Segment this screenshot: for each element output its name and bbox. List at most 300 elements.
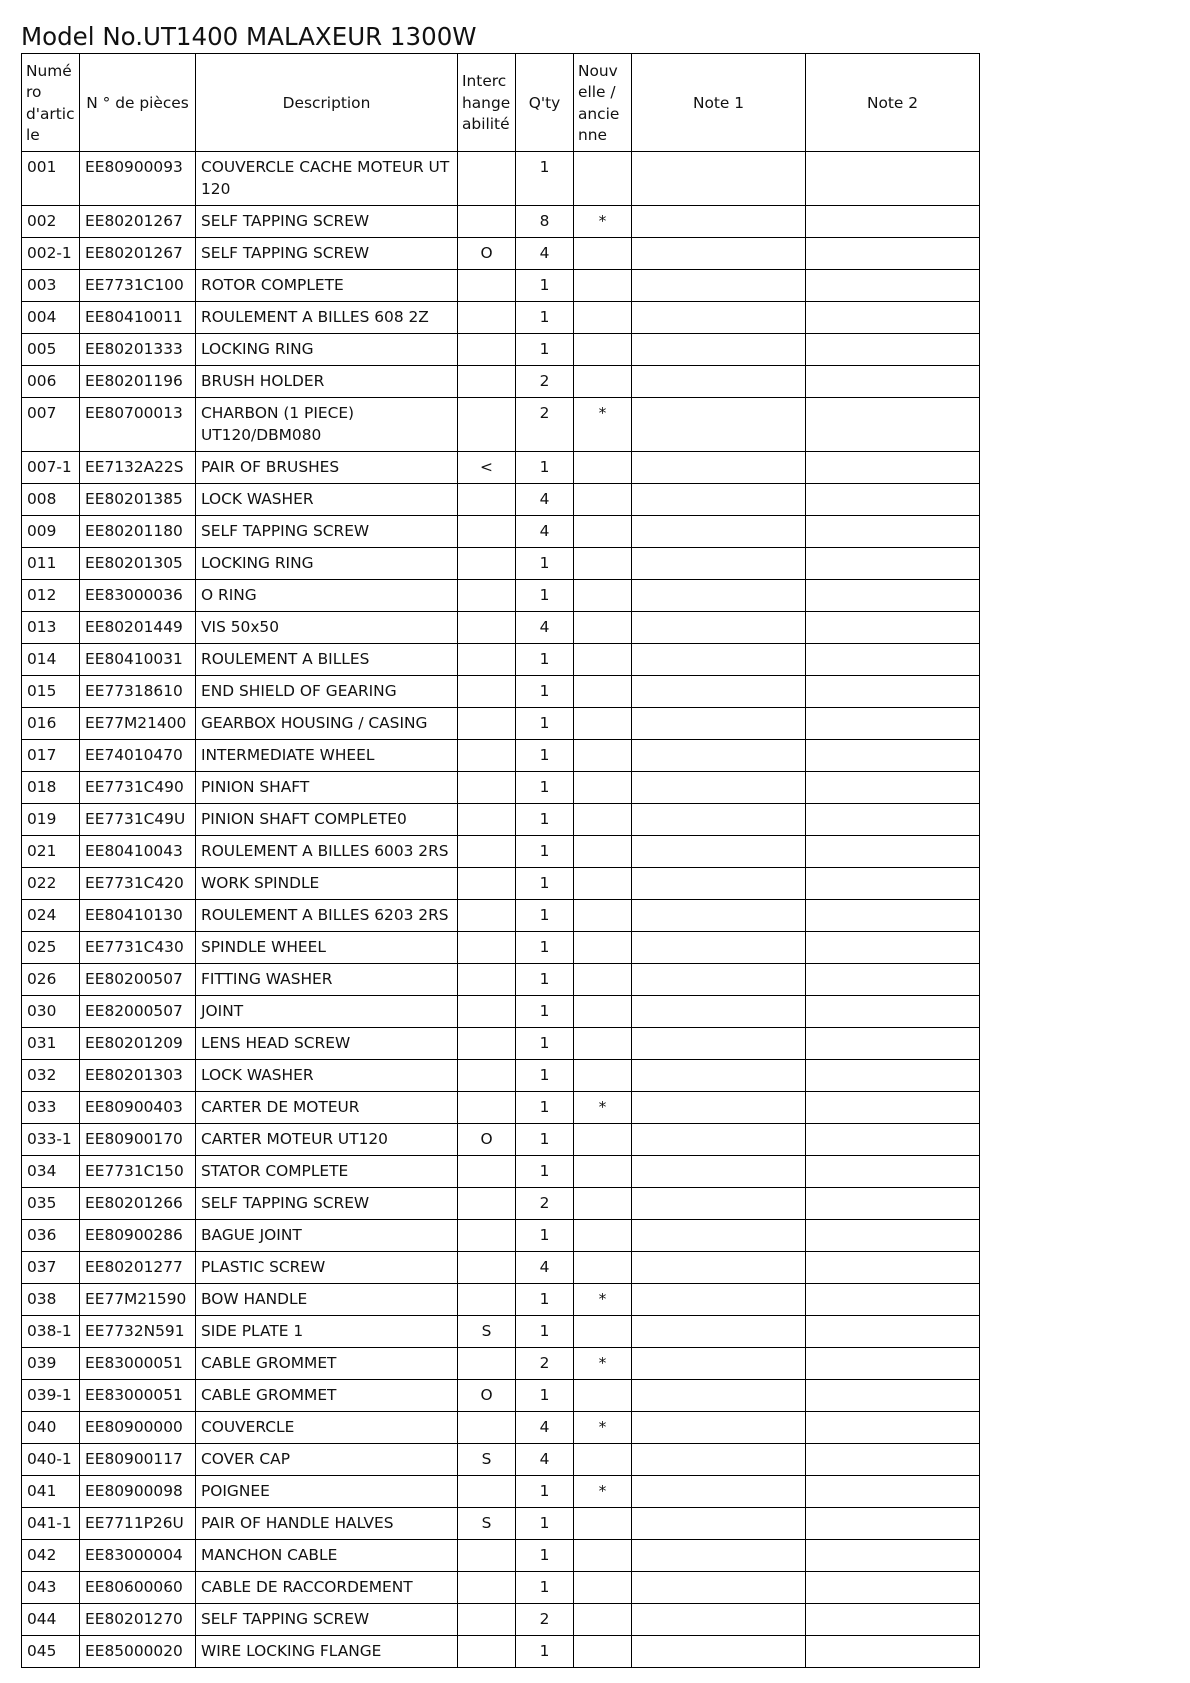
cell-interchangeability [458,836,516,868]
cell-interchangeability [458,868,516,900]
cell-note-1 [632,1444,806,1476]
table-row [22,452,980,484]
table-row [22,548,980,580]
cell-interchangeability [458,740,516,772]
cell-description: CABLE GROMMET [196,1348,458,1380]
cell-qty: 4 [516,484,574,516]
cell-note-1 [632,516,806,548]
cell-qty: 4 [516,516,574,548]
cell-item-no: 022 [22,868,80,900]
cell-new-old [574,1508,632,1540]
cell-note-2 [806,1444,980,1476]
cell-note-2 [806,932,980,964]
cell-qty: 1 [516,804,574,836]
table-row [22,900,980,932]
cell-interchangeability [458,1476,516,1508]
cell-note-1 [632,612,806,644]
cell-item-no: 024 [22,900,80,932]
table-header-row [22,54,980,152]
table-row [22,1092,980,1124]
table-row [22,238,980,270]
table-row [22,1412,980,1444]
table-row [22,152,980,206]
cell-qty: 1 [516,1028,574,1060]
cell-note-1 [632,932,806,964]
cell-item-no: 025 [22,932,80,964]
cell-item-no: 019 [22,804,80,836]
cell-note-2 [806,676,980,708]
cell-part-no: EE80700013 [80,398,196,452]
cell-note-1 [632,676,806,708]
table-row [22,398,980,452]
cell-interchangeability [458,772,516,804]
cell-new-old [574,452,632,484]
cell-note-1 [632,452,806,484]
parts-table-body [22,152,980,1668]
cell-description: SELF TAPPING SCREW [196,238,458,270]
cell-item-no: 014 [22,644,80,676]
table-row [22,1188,980,1220]
cell-part-no: EE80900286 [80,1220,196,1252]
cell-part-no: EE85000020 [80,1636,196,1668]
cell-qty: 1 [516,1060,574,1092]
cell-item-no: 040-1 [22,1444,80,1476]
cell-note-2 [806,206,980,238]
cell-qty: 4 [516,238,574,270]
cell-item-no: 030 [22,996,80,1028]
cell-note-1 [632,1316,806,1348]
cell-new-old [574,238,632,270]
cell-qty: 4 [516,1444,574,1476]
cell-interchangeability [458,516,516,548]
cell-qty: 2 [516,1604,574,1636]
parts-table [21,53,980,1668]
cell-part-no: EE82000507 [80,996,196,1028]
cell-qty: 1 [516,772,574,804]
cell-note-1 [632,868,806,900]
cell-description: VIS 50x50 [196,612,458,644]
cell-note-2 [806,366,980,398]
cell-new-old [574,1028,632,1060]
cell-qty: 1 [516,334,574,366]
cell-new-old: * [574,206,632,238]
cell-description: ROULEMENT A BILLES 608 2Z [196,302,458,334]
cell-note-2 [806,1412,980,1444]
cell-note-2 [806,612,980,644]
cell-new-old [574,548,632,580]
cell-note-2 [806,302,980,334]
cell-description: COUVERCLE [196,1412,458,1444]
cell-new-old [574,1124,632,1156]
cell-new-old [574,1316,632,1348]
cell-item-no: 003 [22,270,80,302]
cell-part-no: EE7732N591 [80,1316,196,1348]
cell-qty: 1 [516,836,574,868]
cell-note-2 [806,708,980,740]
cell-note-2 [806,900,980,932]
table-row [22,644,980,676]
table-row [22,1540,980,1572]
cell-item-no: 041-1 [22,1508,80,1540]
cell-note-1 [632,1380,806,1412]
cell-new-old [574,836,632,868]
cell-part-no: EE80201270 [80,1604,196,1636]
cell-item-no: 037 [22,1252,80,1284]
cell-note-1 [632,1412,806,1444]
cell-part-no: EE80201267 [80,238,196,270]
cell-new-old [574,708,632,740]
cell-part-no: EE7731C490 [80,772,196,804]
cell-item-no: 002 [22,206,80,238]
cell-description: SELF TAPPING SCREW [196,1188,458,1220]
cell-note-2 [806,1636,980,1668]
cell-new-old [574,270,632,302]
table-row [22,1124,980,1156]
cell-interchangeability [458,484,516,516]
cell-part-no: EE80900093 [80,152,196,206]
cell-note-1 [632,1092,806,1124]
cell-note-1 [632,334,806,366]
cell-qty: 4 [516,1252,574,1284]
cell-interchangeability [458,900,516,932]
cell-description: BOW HANDLE [196,1284,458,1316]
cell-qty: 1 [516,1508,574,1540]
cell-interchangeability [458,270,516,302]
cell-qty: 1 [516,1540,574,1572]
cell-new-old [574,302,632,334]
cell-interchangeability [458,1636,516,1668]
cell-part-no: EE80201333 [80,334,196,366]
cell-interchangeability [458,1348,516,1380]
cell-description: COVER CAP [196,1444,458,1476]
cell-description: LOCK WASHER [196,484,458,516]
cell-description: PAIR OF BRUSHES [196,452,458,484]
cell-part-no: EE80201266 [80,1188,196,1220]
cell-note-1 [632,836,806,868]
cell-new-old [574,1604,632,1636]
cell-new-old [574,1444,632,1476]
cell-interchangeability: < [458,452,516,484]
table-row [22,334,980,366]
cell-qty: 1 [516,1124,574,1156]
cell-part-no: EE80201449 [80,612,196,644]
cell-item-no: 043 [22,1572,80,1604]
cell-new-old: * [574,1348,632,1380]
cell-note-1 [632,804,806,836]
cell-new-old [574,612,632,644]
cell-item-no: 016 [22,708,80,740]
cell-part-no: EE83000004 [80,1540,196,1572]
cell-interchangeability [458,964,516,996]
cell-item-no: 036 [22,1220,80,1252]
cell-interchangeability [458,334,516,366]
cell-item-no: 031 [22,1028,80,1060]
cell-item-no: 008 [22,484,80,516]
cell-note-2 [806,1124,980,1156]
cell-item-no: 026 [22,964,80,996]
cell-part-no: EE80900000 [80,1412,196,1444]
cell-interchangeability [458,1540,516,1572]
cell-new-old: * [574,1412,632,1444]
cell-description: FITTING WASHER [196,964,458,996]
table-row [22,366,980,398]
cell-note-2 [806,1092,980,1124]
cell-new-old: * [574,398,632,452]
table-row [22,1284,980,1316]
cell-note-1 [632,708,806,740]
cell-note-2 [806,996,980,1028]
cell-qty: 4 [516,1412,574,1444]
cell-item-no: 012 [22,580,80,612]
cell-note-2 [806,1316,980,1348]
cell-note-2 [806,1604,980,1636]
cell-new-old [574,868,632,900]
cell-item-no: 039 [22,1348,80,1380]
cell-description: ROULEMENT A BILLES [196,644,458,676]
cell-note-2 [806,398,980,452]
cell-description: MANCHON CABLE [196,1540,458,1572]
cell-item-no: 017 [22,740,80,772]
cell-item-no: 004 [22,302,80,334]
header-new-old: Nouvelle / ancienne [574,54,632,152]
cell-description: SIDE PLATE 1 [196,1316,458,1348]
cell-part-no: EE80201267 [80,206,196,238]
cell-part-no: EE80201305 [80,548,196,580]
cell-description: ROULEMENT A BILLES 6003 2RS [196,836,458,868]
table-row [22,516,980,548]
cell-part-no: EE7731C100 [80,270,196,302]
cell-item-no: 044 [22,1604,80,1636]
table-row [22,996,980,1028]
cell-note-2 [806,1380,980,1412]
cell-item-no: 011 [22,548,80,580]
cell-new-old [574,1540,632,1572]
cell-note-2 [806,964,980,996]
cell-part-no: EE80900403 [80,1092,196,1124]
cell-note-2 [806,238,980,270]
cell-description: PINION SHAFT [196,772,458,804]
cell-interchangeability: S [458,1508,516,1540]
cell-note-1 [632,644,806,676]
cell-qty: 1 [516,1092,574,1124]
cell-interchangeability [458,366,516,398]
cell-qty: 4 [516,612,574,644]
header-part-no: N ° de pièces [80,54,196,152]
table-row [22,804,980,836]
cell-description: SELF TAPPING SCREW [196,516,458,548]
cell-item-no: 033 [22,1092,80,1124]
cell-description: INTERMEDIATE WHEEL [196,740,458,772]
cell-item-no: 042 [22,1540,80,1572]
table-row [22,1636,980,1668]
cell-note-2 [806,516,980,548]
cell-new-old [574,484,632,516]
cell-qty: 1 [516,932,574,964]
cell-interchangeability [458,1252,516,1284]
cell-new-old: * [574,1092,632,1124]
cell-new-old [574,964,632,996]
cell-note-2 [806,804,980,836]
cell-interchangeability [458,398,516,452]
cell-note-2 [806,1540,980,1572]
cell-note-2 [806,1156,980,1188]
table-row [22,1508,980,1540]
cell-item-no: 038-1 [22,1316,80,1348]
cell-new-old [574,996,632,1028]
table-row [22,708,980,740]
cell-item-no: 035 [22,1188,80,1220]
cell-description: CABLE DE RACCORDEMENT [196,1572,458,1604]
cell-new-old [574,1156,632,1188]
cell-part-no: EE80410011 [80,302,196,334]
table-row [22,932,980,964]
table-row [22,1220,980,1252]
cell-description: CHARBON (1 PIECE) UT120/DBM080 [196,398,458,452]
cell-part-no: EE80900170 [80,1124,196,1156]
cell-description: SELF TAPPING SCREW [196,1604,458,1636]
cell-interchangeability: O [458,1380,516,1412]
cell-interchangeability [458,1220,516,1252]
cell-new-old: * [574,1284,632,1316]
cell-note-2 [806,484,980,516]
cell-note-1 [632,1572,806,1604]
cell-new-old [574,900,632,932]
cell-item-no: 002-1 [22,238,80,270]
cell-note-1 [632,366,806,398]
cell-part-no: EE83000051 [80,1348,196,1380]
cell-part-no: EE80201196 [80,366,196,398]
cell-part-no: EE7711P26U [80,1508,196,1540]
cell-note-1 [632,1540,806,1572]
cell-new-old [574,1380,632,1412]
page-title: Model No.UT1400 MALAXEUR 1300W [21,22,477,51]
cell-qty: 2 [516,1188,574,1220]
header-description: Description [196,54,458,152]
cell-qty: 8 [516,206,574,238]
cell-part-no: EE80900117 [80,1444,196,1476]
cell-qty: 1 [516,580,574,612]
cell-note-2 [806,1252,980,1284]
cell-new-old [574,516,632,548]
cell-description: JOINT [196,996,458,1028]
table-row [22,740,980,772]
cell-qty: 1 [516,548,574,580]
cell-part-no: EE7132A22S [80,452,196,484]
cell-description: BRUSH HOLDER [196,366,458,398]
cell-qty: 1 [516,644,574,676]
cell-note-1 [632,270,806,302]
cell-description: ROULEMENT A BILLES 6203 2RS [196,900,458,932]
table-row [22,612,980,644]
header-interchangeability: Interchangeabilité [458,54,516,152]
cell-interchangeability [458,676,516,708]
cell-qty: 1 [516,740,574,772]
cell-part-no: EE83000036 [80,580,196,612]
cell-item-no: 033-1 [22,1124,80,1156]
table-row [22,1156,980,1188]
table-row [22,1060,980,1092]
cell-qty: 1 [516,1156,574,1188]
table-row [22,1572,980,1604]
cell-qty: 2 [516,1348,574,1380]
cell-note-2 [806,580,980,612]
cell-new-old [574,1572,632,1604]
cell-qty: 1 [516,1476,574,1508]
table-row [22,270,980,302]
table-row [22,1348,980,1380]
cell-part-no: EE80410031 [80,644,196,676]
cell-note-1 [632,302,806,334]
cell-part-no: EE7731C150 [80,1156,196,1188]
cell-note-2 [806,1028,980,1060]
cell-interchangeability [458,580,516,612]
cell-item-no: 038 [22,1284,80,1316]
cell-interchangeability [458,804,516,836]
cell-item-no: 018 [22,772,80,804]
cell-description: LOCKING RING [196,548,458,580]
table-row [22,206,980,238]
cell-description: LOCKING RING [196,334,458,366]
table-row [22,1604,980,1636]
table-row [22,836,980,868]
cell-qty: 1 [516,152,574,206]
cell-note-1 [632,1348,806,1380]
table-row [22,1316,980,1348]
cell-part-no: EE77M21400 [80,708,196,740]
cell-part-no: EE80410130 [80,900,196,932]
cell-qty: 1 [516,996,574,1028]
cell-new-old [574,366,632,398]
table-row [22,580,980,612]
cell-description: CABLE GROMMET [196,1380,458,1412]
cell-note-1 [632,484,806,516]
table-row [22,1444,980,1476]
cell-new-old [574,1636,632,1668]
cell-item-no: 005 [22,334,80,366]
cell-description: CARTER MOTEUR UT120 [196,1124,458,1156]
cell-note-2 [806,548,980,580]
cell-description: LENS HEAD SCREW [196,1028,458,1060]
cell-description: PINION SHAFT COMPLETE0 [196,804,458,836]
table-row [22,1252,980,1284]
table-row [22,1380,980,1412]
cell-item-no: 045 [22,1636,80,1668]
cell-qty: 1 [516,708,574,740]
cell-qty: 1 [516,270,574,302]
cell-qty: 1 [516,868,574,900]
cell-interchangeability: S [458,1444,516,1476]
cell-note-1 [632,1284,806,1316]
header-note-2: Note 2 [806,54,980,152]
cell-item-no: 039-1 [22,1380,80,1412]
cell-interchangeability [458,1604,516,1636]
cell-note-2 [806,1348,980,1380]
table-row [22,1476,980,1508]
cell-part-no: EE77M21590 [80,1284,196,1316]
cell-note-1 [632,996,806,1028]
cell-note-1 [632,1124,806,1156]
cell-new-old [574,1252,632,1284]
cell-interchangeability [458,302,516,334]
cell-interchangeability [458,644,516,676]
table-row [22,964,980,996]
cell-note-2 [806,452,980,484]
cell-note-2 [806,1060,980,1092]
cell-qty: 1 [516,1220,574,1252]
cell-description: COUVERCLE CACHE MOTEUR UT 120 [196,152,458,206]
header-qty: Q'ty [516,54,574,152]
cell-part-no: EE83000051 [80,1380,196,1412]
